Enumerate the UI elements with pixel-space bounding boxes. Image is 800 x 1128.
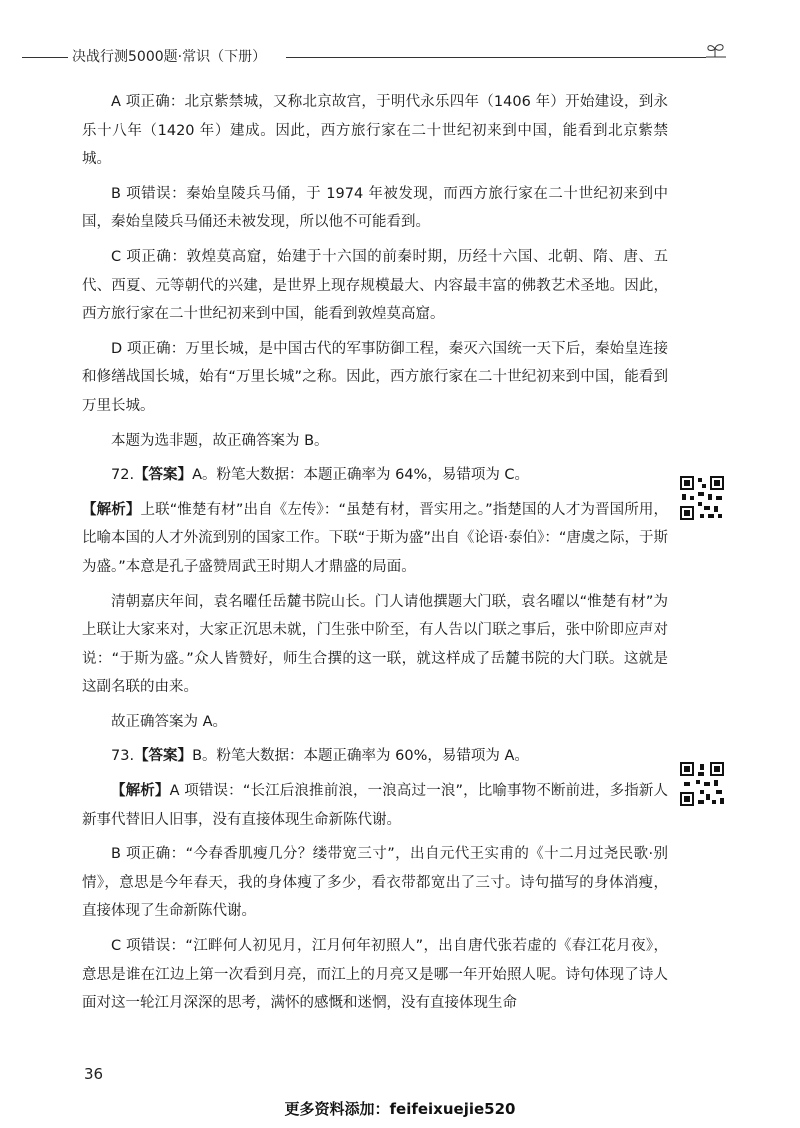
header-rule-left (22, 57, 68, 58)
q72-analysis (82, 496, 668, 582)
q73-answer-tag: 【答案】 (134, 748, 193, 765)
q72-answer-tag: 【答案】 (134, 467, 193, 484)
sprout-icon (700, 42, 730, 70)
q73-answer-text: B。粉笔大数据：本题正确率为 60%，易错项为 A。 (192, 748, 529, 765)
q72-answer (82, 461, 668, 490)
qr-code-icon (678, 474, 726, 522)
q72-analysis-text: 上联“惟楚有材”出自《左传》：“虽楚有材，晋实用之。”指楚国的人才为晋国所用，比喻本国的人才外流到别的国家工作。下联“于斯为盛”出自《论语·泰伯》：“唐虞之际，于斯为盛。”本意是孔子盛赞周武王时期人才鼎盛的局面。 (82, 501, 669, 575)
q72-conclusion: 故正确答案为 A。 (111, 713, 228, 730)
q72-number: 72. (111, 467, 135, 484)
q72-answer-text: A。粉笔大数据：本题正确率为 64%，易错项为 C。 (192, 467, 530, 484)
qr-code-icon (678, 760, 726, 808)
q73-analysis-text: A 项错误：“长江后浪推前浪，一浪高过一浪”，比喻事物不断前进，多指新人新事代替旧人旧事，没有直接体现生命新陈代谢。 (82, 783, 668, 828)
q73-option-c: C 项错误：“江畔何人初见月，江月何年初照人”，出自唐代张若虚的《春江花月夜》，意思是谁在江边上第一次看到月亮，而江上的月亮又是哪一年开始照人呢。诗句体现了诗人面对这一轮江月深深的思考，满怀的感慨和迷惘，没有直接体现生命 (82, 938, 668, 1012)
header-rule-right (286, 57, 706, 58)
page-body (82, 88, 668, 1018)
option-d-paragraph: D 项正确：万里长城，是中国古代的军事防御工程，秦灭六国统一天下后，秦始皇连接和修缮战国长城，始有“万里长城”之称。因此，西方旅行家在二十世纪初来到中国，能看到万里长城。 (82, 340, 668, 414)
page-number: 36 (84, 1065, 104, 1083)
q73-answer (82, 742, 668, 771)
option-a-paragraph: A 项正确：北京紫禁城，又称北京故宫，于明代永乐四年（1406 年）开始建设，到永乐十八年（1420 年）建成。因此，西方旅行家在二十世纪初来到中国，能看到北京紫禁城。 (82, 94, 668, 168)
running-header (0, 42, 800, 72)
q72-analysis-tag: 【解析】 (82, 501, 141, 518)
option-c-paragraph: C 项正确：敦煌莫高窟，始建于十六国的前秦时期，历经十六国、北朝、隋、唐、五代、西夏、元等朝代的兴建，是世界上现存规模最大、内容最丰富的佛教艺术圣地。因此，西方旅行家在二十世纪初来到中国，能看到敦煌莫高窟。 (82, 248, 668, 323)
q72-story: 清朝嘉庆年间，袁名曜任岳麓书院山长。门人请他撰题大门联，袁名曜以“惟楚有材”为上联让大家来对，大家正沉思未就，门生张中阶至，有人告以门联之事后，张中阶即应声对说：“于斯为盛。”众人皆赞好，师生合撰的这一联，就这样成了岳麓书院的大门联。这就是这副名联的由来。 (82, 593, 668, 696)
q73-option-b: B 项正确：“今春香肌瘦几分？缕带宽三寸”，出自元代王实甫的《十二月过尧民歌·别情》，意思是今年春天，我的身体瘦了多少，看衣带都宽出了三寸。诗句描写的身体消瘦，直接体现了生命新陈代谢。 (82, 846, 668, 920)
q73-analysis (82, 777, 668, 834)
footer-note: 更多资料添加：feifeixuejie520 (284, 1100, 516, 1118)
option-b-paragraph: B 项错误：秦始皇陵兵马俑，于 1974 年被发现，而西方旅行家在二十世纪初来到中国，秦始皇陵兵马俑还未被发现，所以他不可能看到。 (82, 185, 668, 231)
book-title: 决战行测5000题·常识（下册） (72, 49, 267, 65)
q73-number: 73. (111, 748, 135, 765)
q73-analysis-tag: 【解析】 (111, 783, 170, 800)
q71-conclusion: 本题为选非题，故正确答案为 B。 (111, 432, 329, 449)
